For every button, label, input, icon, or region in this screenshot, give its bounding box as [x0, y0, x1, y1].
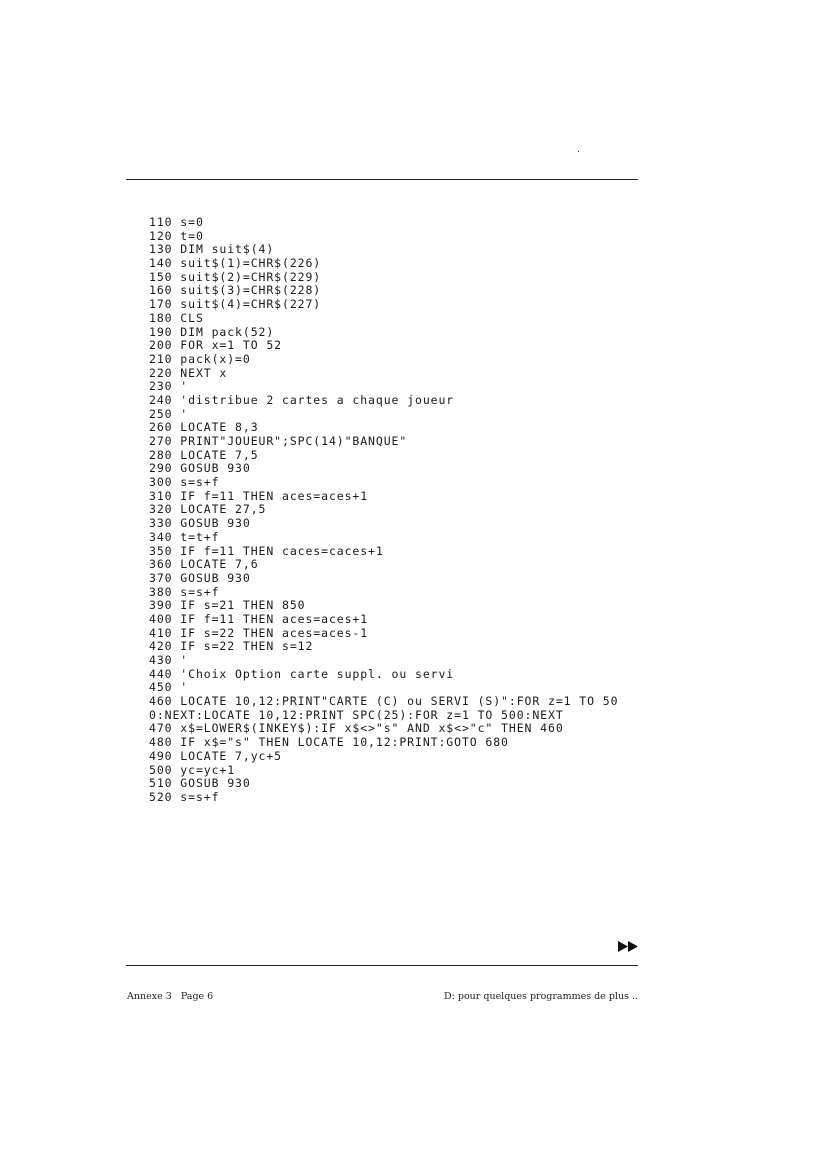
code-line: 380 s=s+f — [149, 584, 220, 599]
code-line: 170 suit$(4)=CHR$(227) — [149, 297, 322, 312]
code-line: 510 GOSUB 930 — [149, 776, 251, 791]
code-line: 460 LOCATE 10,12:PRINT"CARTE (C) ou SERVI (S)":FOR z=1 TO 50 — [149, 694, 619, 709]
code-line: 310 IF f=11 THEN aces=aces+1 — [149, 488, 369, 503]
code-line: 290 GOSUB 930 — [149, 461, 251, 476]
code-line: 220 NEXT x — [149, 365, 228, 380]
code-line: 210 pack(x)=0 — [149, 351, 251, 366]
fast-forward-icon — [618, 941, 638, 952]
code-line: 360 LOCATE 7,6 — [149, 557, 259, 572]
code-line: 160 suit$(3)=CHR$(228) — [149, 283, 322, 298]
basic-code-listing — [149, 216, 649, 805]
footer-page-reference: Annexe 3 Page 6 — [127, 991, 214, 1002]
code-line: 240 'distribue 2 cartes a chaque joueur — [149, 392, 455, 407]
code-line: 320 LOCATE 27,5 — [149, 502, 267, 517]
code-line: 200 FOR x=1 TO 52 — [149, 338, 283, 353]
code-line: 260 LOCATE 8,3 — [149, 420, 259, 435]
code-line: 110 s=0 — [149, 215, 204, 229]
code-line: 480 IF x$="s" THEN LOCATE 10,12:PRINT:GOTO 680 — [149, 735, 509, 750]
footer-book-title: D: pour quelques programmes de plus .. — [444, 991, 638, 1002]
code-line: 370 GOSUB 930 — [149, 570, 251, 585]
code-line: 150 suit$(2)=CHR$(229) — [149, 269, 322, 284]
code-line: 490 LOCATE 7,yc+5 — [149, 748, 283, 763]
code-line: 130 DIM suit$(4) — [149, 242, 275, 257]
code-line: 450 ' — [149, 680, 189, 695]
code-line: 180 CLS — [149, 310, 204, 325]
code-line: 120 t=0 — [149, 228, 204, 243]
code-line: 430 ' — [149, 653, 189, 667]
code-line: 390 IF s=21 THEN 850 — [149, 598, 306, 613]
code-line: 250 ' — [149, 406, 189, 421]
code-line: 190 DIM pack(52) — [149, 324, 275, 339]
code-line: 400 IF f=11 THEN aces=aces+1 — [149, 611, 369, 626]
code-line: 230 ' — [149, 379, 189, 394]
code-line: 280 LOCATE 7,5 — [149, 447, 259, 462]
code-line: 520 s=s+f — [149, 789, 220, 804]
code-line: 350 IF f=11 THEN caces=caces+1 — [149, 543, 384, 558]
code-line: 340 t=t+f — [149, 529, 220, 544]
code-line: 270 PRINT"JOUEUR";SPC(14)"BANQUE" — [149, 434, 408, 448]
bottom-rule — [126, 965, 638, 966]
code-line: 330 GOSUB 930 — [149, 516, 251, 531]
scan-speck — [578, 151, 579, 152]
code-line: 0:NEXT:LOCATE 10,12:PRINT SPC(25):FOR z=1 TO 500:NEXT — [149, 707, 564, 722]
code-line: 470 x$=LOWER$(INKEY$):IF x$<>"s" AND x$<>"c" THEN 460 — [149, 721, 564, 736]
code-line: 300 s=s+f — [149, 475, 220, 490]
code-line: 500 yc=yc+1 — [149, 762, 236, 777]
code-line: 410 IF s=22 THEN aces=aces-1 — [149, 625, 369, 640]
code-line: 440 'Choix Option carte suppl. ou servi — [149, 666, 455, 681]
code-line: 420 IF s=22 THEN s=12 — [149, 639, 314, 654]
code-line: 140 suit$(1)=CHR$(226) — [149, 256, 322, 271]
top-rule — [126, 179, 638, 180]
